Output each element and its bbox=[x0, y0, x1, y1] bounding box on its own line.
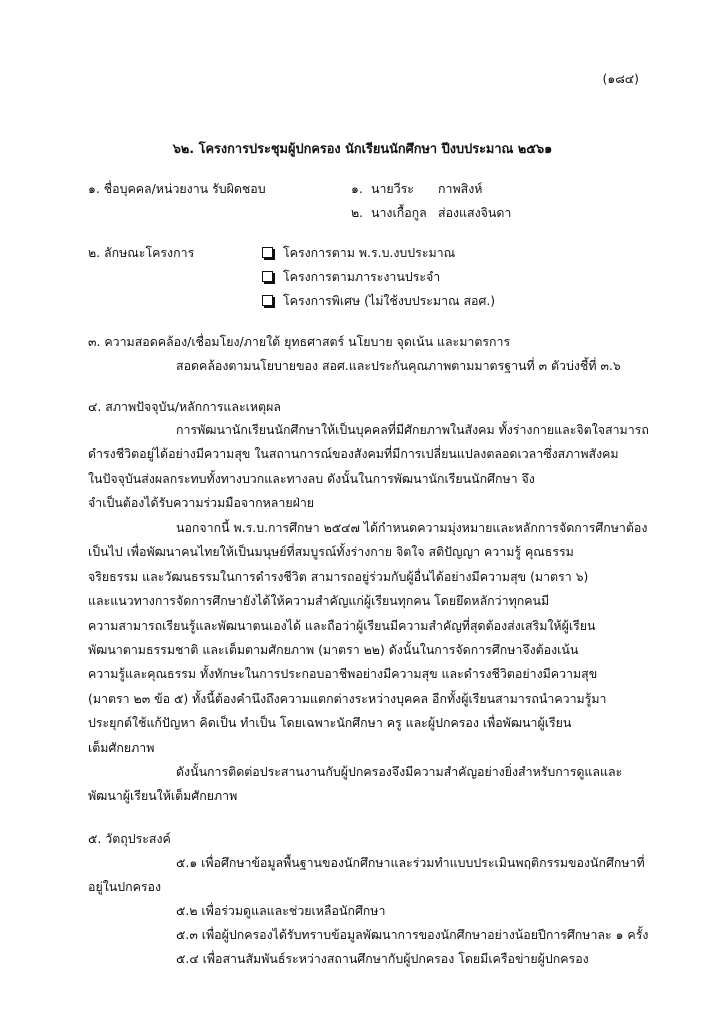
paragraph-line: และแนวทางการจัดการศึกษายังได้ให้ความสำคัญแก่ผู้เรียนทุกคน โดยยึดหลักว่าทุกคนมี bbox=[88, 593, 550, 609]
paragraph-line: จริยธรรม และวัฒนธรรมในการดำรงชีวิต สามารถอยู่ร่วมกับผู้อื่นได้อย่างมีความสุข (มาตรา ๖) bbox=[88, 568, 589, 584]
option-label: โครงการตามภาระงานประจำ bbox=[283, 269, 441, 284]
paragraph-line: ความรู้และคุณธรรม ทั้งทักษะในการประกอบอาชีพอย่างมีความสุข และดำรงชีวิตอย่างมีความสุข bbox=[88, 666, 598, 682]
person-2-num: ๒. bbox=[351, 205, 364, 220]
person-1-last-name: กาพสิงห์ bbox=[438, 181, 483, 196]
project-type-option-3[interactable] bbox=[262, 292, 495, 311]
checkbox-icon[interactable] bbox=[262, 247, 273, 258]
paragraph-line: ความสามารถเรียนรู้และพัฒนาตนเองได้ และถือว่าผู้เรียนมีความสำคัญที่สุดต้องส่งเสริมให้ผู้เรียน bbox=[88, 617, 596, 633]
section-5-label: ๕. วัตถุประสงค์ bbox=[88, 831, 171, 846]
objective-5-2: ๕.๒ เพื่อร่วมดูแลและช่วยเหลือนักศึกษา bbox=[176, 903, 386, 918]
paragraph-line: ดำรงชีวิตอยู่ได้อย่างมีความสุข ในสถานการณ์ของสังคมที่มีการเปลี่ยนแปลงตลอดเวลาซึ่งสภาพสังคม bbox=[88, 446, 619, 462]
document-title: ๖๒. โครงการประชุมผู้ปกครอง นักเรียนนักศึกษา ปีงบประมาณ ๒๕๖๑ bbox=[172, 142, 553, 157]
checkbox-icon[interactable] bbox=[262, 295, 273, 306]
paragraph-line: จำเป็นต้องได้รับความร่วมมือจากหลายฝ่าย bbox=[88, 495, 315, 511]
project-type-option-1[interactable] bbox=[262, 244, 455, 263]
paragraph-line: (มาตรา ๒๓ ข้อ ๕) ทั้งนี้ต้องคำนึงถึงความแตกต่างระหว่างบุคคล อีกทั้งผู้เรียนสามารถนำความรู้มา bbox=[88, 690, 607, 706]
paragraph-line: พัฒนาตามธรรมชาติ และเต็มตามศักยภาพ (มาตรา ๒๒) ดังนั้นในการจัดการศึกษาจึงต้องเน้น bbox=[88, 642, 579, 658]
person-1-num: ๑. bbox=[351, 181, 363, 196]
paragraph-line: นอกจากนี้ พ.ร.บ.การศึกษา ๒๕๔๗ ได้กำหนดความมุ่งหมายและหลักการจัดการศึกษาต้อง bbox=[176, 520, 648, 535]
section-1-label: ๑. ชื่อบุคคล/หน่วยงาน รับผิดชอบ bbox=[88, 181, 266, 196]
person-2-last-name: ส่องแสงจินดา bbox=[438, 205, 512, 220]
paragraph-line: ในปัจจุบันส่งผลกระทบทั้งทางบวกและทางลบ ดังนั้นในการพัฒนานักเรียนนักศึกษา จึง bbox=[88, 470, 535, 486]
objective-5-3: ๕.๓ เพื่อผู้ปกครองได้รับทราบข้อมูลพัฒนาการของนักศึกษาอย่างน้อยปีการศึกษาละ ๑ ครั้ง bbox=[176, 927, 649, 942]
checkbox-icon[interactable] bbox=[262, 271, 273, 282]
paragraph-line: เต็มศักยภาพ bbox=[88, 739, 155, 755]
paragraph-line: เป็นไป เพื่อพัฒนาคนไทยให้เป็นมนุษย์ที่สมบูรณ์ทั้งร่างกาย จิตใจ สติปัญญา ความรู้ คุณธรรม bbox=[88, 544, 574, 560]
section-4-label: ๔. สภาพปัจจุบัน/หลักการและเหตุผล bbox=[88, 399, 281, 414]
section-4-paragraph-2 bbox=[88, 516, 648, 760]
section-2-label: ๒. ลักษณะโครงการ bbox=[88, 245, 195, 260]
paragraph-line: การพัฒนานักเรียนนักศึกษาให้เป็นบุคคลที่มีศักยภาพในสังคม ทั้งร่างกายและจิตใจสามารถ bbox=[176, 422, 649, 437]
option-label: โครงการตาม พ.ร.บ.งบประมาณ bbox=[283, 245, 456, 260]
paragraph-line: ประยุกต์ใช้แก้ปัญหา คิดเป็น ทำเป็น โดยเฉพาะนักศึกษา ครู และผู้ปกครอง เพื่อพัฒนาผู้เรียน bbox=[88, 715, 572, 731]
section-3-label: ๓. ความสอดคล้อง/เชื่อมโยง/ภายใต้ ยุทธศาสตร์ นโยบาย จุดเน้น และมาตรการ bbox=[88, 334, 511, 349]
paragraph-line: ดังนั้นการติดต่อประสานงานกับผู้ปกครองจึงมีความสำคัญอย่างยิ่งสำหรับการดูแลและ bbox=[176, 764, 623, 779]
person-2-first-name: นางเกื้อกูล bbox=[371, 205, 427, 220]
page-number: (๑๘๔) bbox=[602, 71, 639, 86]
objective-5-1-continued: อยู่ในปกครอง bbox=[88, 879, 162, 894]
option-label: โครงการพิเศษ (ไม่ใช้งบประมาณ สอศ.) bbox=[283, 293, 496, 308]
objective-5-4: ๕.๔ เพื่อสานสัมพันธ์ระหว่างสถานศึกษากับผู้ปกครอง โดยมีเครือข่ายผู้ปกครอง bbox=[176, 951, 589, 966]
section-4-paragraph-3 bbox=[88, 760, 636, 809]
section-3-text: สอดคล้องตามนโยบายของ สอศ.และประกันคุณภาพตามมาตรฐานที่ ๓ ตัวบ่งชี้ที่ ๓.๖ bbox=[176, 358, 621, 373]
section-4-paragraph-1 bbox=[88, 418, 649, 516]
objective-5-1: ๕.๑ เพื่อศึกษาข้อมูลพื้นฐานของนักศึกษาและร่วมทำแบบประเมินพฤติกรรมของนักศึกษาที่ bbox=[176, 855, 645, 870]
project-type-option-2[interactable] bbox=[262, 268, 440, 287]
person-1-first-name: นายวีระ bbox=[371, 181, 414, 196]
paragraph-line: พัฒนาผู้เรียนให้เต็มศักยภาพ bbox=[88, 788, 238, 804]
